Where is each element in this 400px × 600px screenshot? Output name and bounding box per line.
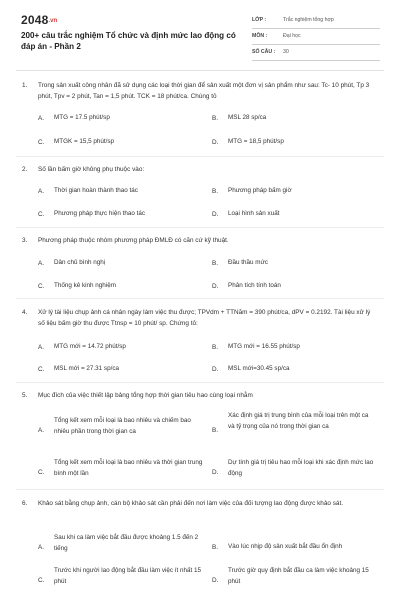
option-letter-c[interactable]: C. [38,577,45,584]
option-b[interactable]: MTG mới = 16.55 phút/sp [228,343,300,350]
option-letter-c[interactable]: C. [38,139,45,146]
option-letter-a[interactable]: A. [38,115,45,122]
option-d[interactable]: Dự tính giá trị tiêu hao mỗi loại khi xác định mức lao động [228,459,374,477]
option-letter-b[interactable]: B. [212,188,219,195]
question-divider [16,156,384,157]
option-d[interactable]: MTG = 18,5 phút/sp [228,138,284,145]
question-number: 6. [22,500,28,507]
question-text: Xử lý tài liệu chụp ảnh cá nhân ngày làm việc thu được; TPVdm + TTNăm = 390 phút/ca, dPV = 0.2192. Tài liệu xử lý số liệu bấm giờ thu được Ttnsp = 10 phút/ sp. Chứng tỏ: [38,309,371,327]
option-letter-d[interactable]: D. [212,211,219,218]
option-a[interactable]: Sau khi ca làm việc bắt đầu được khoảng 1.5 đến 2 tiếng [54,534,199,552]
info-count-row: SỐ CÂU : 30 [252,45,380,61]
page-header [0,0,400,66]
header-divider [16,70,384,71]
option-letter-b[interactable]: B. [212,260,219,267]
option-letter-c[interactable]: C. [38,366,45,373]
option-letter-a[interactable]: A. [38,260,45,267]
option-letter-a[interactable]: A. [38,344,45,351]
question-number: 1. [22,82,28,89]
question-divider [16,489,384,490]
option-letter-c[interactable]: C. [38,283,45,290]
option-d[interactable]: Phân tích tính toán [228,282,281,289]
option-letter-c[interactable]: C. [38,469,45,476]
site-logo[interactable]: 2048.vn [21,13,58,27]
option-b[interactable]: Phương pháp bấm giờ [228,187,292,194]
option-b[interactable]: Đầu thầu mức [228,259,268,266]
question-text: Khảo sát bằng chụp ảnh, cán bộ khảo sát cần phải đến nơi làm việc của đối tượng lao động được khảo sát. [38,500,344,507]
option-letter-d[interactable]: D. [212,139,219,146]
question-divider [16,227,384,228]
option-a[interactable]: Tổng kết xem mỗi loại là bao nhiêu và chiếm bao nhiêu phần trong thời gian ca [54,417,191,435]
question-text: Phương pháp thuộc nhóm phương pháp ĐMLĐ có căn cứ kỹ thuật. [38,237,229,244]
option-c[interactable]: Tổng kết xem mỗi loại là bao nhiêu và thời gian trung bình một lần [54,459,203,477]
option-c[interactable]: Thống kê kinh nghiệm [54,282,116,289]
option-c[interactable]: Phương pháp thực hiện thao tác [54,210,145,217]
question-text: Số lần bấm giờ không phụ thuộc vào: [38,166,145,173]
option-letter-a[interactable]: A. [38,544,45,551]
option-c[interactable]: Trước khi người lao động bắt đầu làm việc ít nhất 15 phút [54,567,202,585]
question-number: 5. [22,392,28,399]
question-text: Mục đích của việc thiết lập bảng tổng hợp thời gian tiêu hao cùng loại nhằm [38,392,253,399]
option-a[interactable]: MTG = 17.5 phút/sp [54,114,110,121]
option-letter-b[interactable]: B. [212,427,219,434]
option-b[interactable]: Xác định giá trị trung bình của mỗi loại trên một ca và tỷ trọng của nó trong thời gian ca [228,412,369,430]
question-number: 4. [22,309,28,316]
option-a[interactable]: MTG mới = 14.72 phút/sp [54,343,126,350]
option-b[interactable]: Vào lúc nhịp độ sản xuất bắt đầu ổn định [228,543,343,550]
option-letter-a[interactable]: A. [38,188,45,195]
option-letter-d[interactable]: D. [212,366,219,373]
question-text: Trong sản xuất công nhân đã sử dụng các loại thời gian để sản xuất một đơn vị sản phẩm như sau: Tc- 10 phút, Tp 3 phút, Tpv = 2 phút, Tan = 1,5 phút. TCK = 18 phút/ca. Chúng tỏ [38,82,370,100]
option-c[interactable]: MTGK = 15,5 phút/sp [54,138,115,145]
question-divider [16,298,384,299]
question-divider [16,382,384,383]
question-number: 2. [22,166,28,173]
option-letter-c[interactable]: C. [38,211,45,218]
option-letter-d[interactable]: D. [212,577,219,584]
option-letter-d[interactable]: D. [212,469,219,476]
option-d[interactable]: Trước giờ quy định bắt đầu ca làm việc khoảng 15 phút [228,567,369,585]
option-letter-b[interactable]: B. [212,544,219,551]
question-number: 3. [22,237,28,244]
page-title: 200+ câu trắc nghiệm Tổ chức và định mức lao động có đáp án - Phần 2 [21,31,236,51]
option-a[interactable]: Dân chủ bình nghị [54,259,106,266]
option-letter-b[interactable]: B. [212,115,219,122]
option-b[interactable]: MSL 28 sp/ca [228,114,267,121]
option-letter-a[interactable]: A. [38,427,45,434]
option-a[interactable]: Thời gian hoàn thành thao tác [54,187,138,194]
option-letter-b[interactable]: B. [212,344,219,351]
option-letter-d[interactable]: D. [212,283,219,290]
option-d[interactable]: MSL mới=30.45 sp/ca [228,365,290,372]
option-c[interactable]: MSL mới = 27.31 sp/ca [54,365,119,372]
info-subject-row: MÔN : Đại học [252,29,380,45]
info-class-row: LỚP : Trắc nghiệm tổng hợp [252,13,380,29]
option-d[interactable]: Loại hình sản xuất [228,210,280,217]
